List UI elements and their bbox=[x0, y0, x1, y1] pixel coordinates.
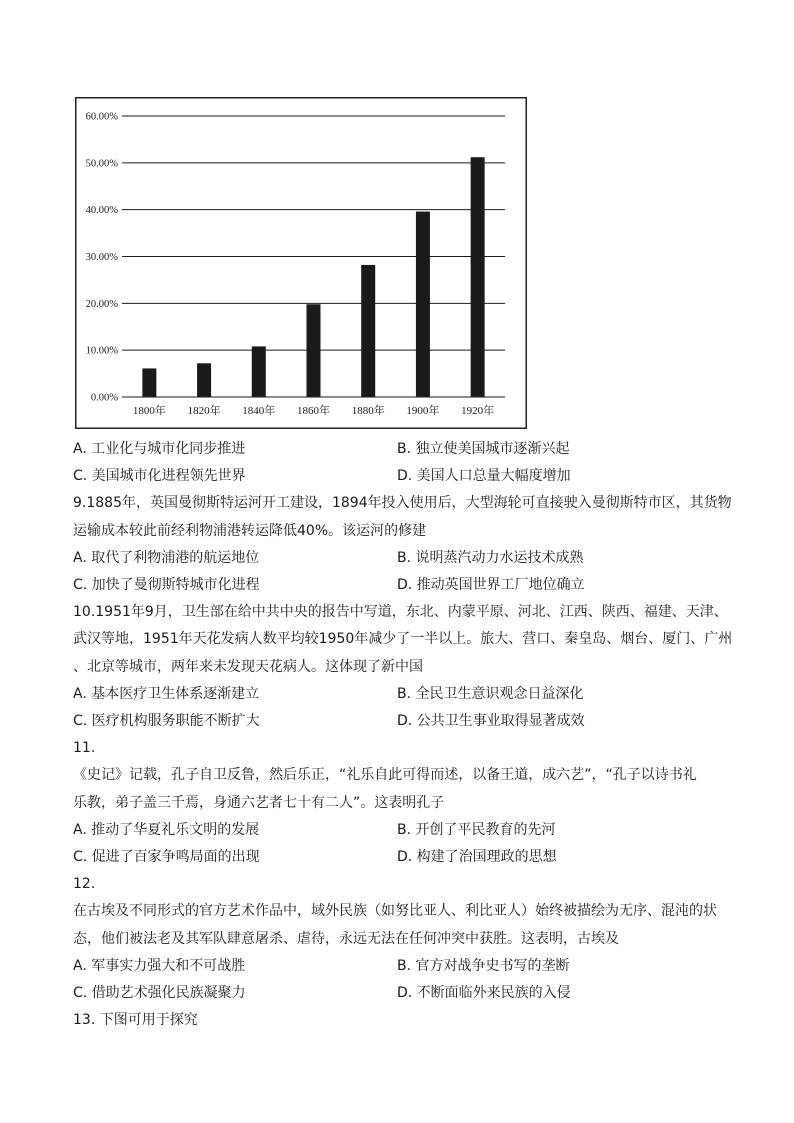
q9-option-c[interactable]: C. 加快了曼彻斯特城市化进程 bbox=[73, 576, 260, 593]
q10-option-c[interactable]: C. 医疗机构服务职能不断扩大 bbox=[73, 712, 260, 729]
q11-options-row-1 bbox=[73, 817, 723, 844]
q9-option-a[interactable]: A. 取代了利物浦港的航运地位 bbox=[73, 549, 260, 566]
q10-option-a[interactable]: A. 基本医疗卫生体系逐渐建立 bbox=[73, 685, 260, 702]
bar-1880年 bbox=[361, 265, 375, 397]
q11-option-a[interactable]: A. 推动了华夏礼乐文明的发展 bbox=[73, 821, 260, 838]
q12-option-c[interactable]: C. 借助艺术强化民族凝聚力 bbox=[73, 984, 246, 1001]
q8-option-c[interactable]: C. 美国城市化进程领先世界 bbox=[73, 468, 246, 485]
x-tick-label: 1820年 bbox=[187, 405, 221, 417]
q9-option-d[interactable]: D. 推动英国世界工厂地位确立 bbox=[397, 576, 585, 593]
bar-1860年 bbox=[307, 304, 321, 397]
q8-option-b[interactable]: B. 独立使美国城市逐渐兴起 bbox=[397, 441, 570, 457]
q8-option-d[interactable]: D. 美国人口总量大幅度增加 bbox=[397, 468, 571, 485]
q11-option-c[interactable]: C. 促进了百家争鸣局面的出现 bbox=[73, 848, 260, 865]
q10-stem-line-1: 10.1951年9月，卫生部在给中共中央的报告中写道，东北、内蒙平原、河北、江西、陕西、福建、天津、 bbox=[73, 604, 728, 621]
q9-stem-line-2: 运输成本较此前经利物浦港转运降低40%。该运河的修建 bbox=[73, 522, 427, 539]
q11-number: 11. bbox=[73, 740, 96, 757]
q10-option-d[interactable]: D. 公共卫生事业取得显著成效 bbox=[397, 712, 585, 729]
x-tick-label: 1860年 bbox=[297, 405, 330, 417]
q9-stem-line-1: 9.1885年，英国曼彻斯特运河开工建设，1894年投入使用后，大型海轮可直接驶入曼彻斯特市区，其货物 bbox=[73, 495, 732, 512]
q11-options-row-2 bbox=[73, 844, 723, 871]
y-tick-label: 50.00% bbox=[85, 158, 118, 170]
y-tick-label: 20.00% bbox=[85, 298, 118, 310]
bar-1920年 bbox=[471, 157, 485, 397]
urbanization-bar-chart bbox=[75, 97, 527, 429]
q9-options-row-1 bbox=[73, 545, 723, 572]
y-tick-label: 0.00% bbox=[90, 392, 118, 404]
q12-option-a[interactable]: A. 军事实力强大和不可战胜 bbox=[73, 957, 246, 974]
x-tick-label: 1800年 bbox=[132, 405, 166, 417]
x-tick-label: 1840年 bbox=[242, 405, 276, 417]
q11-stem-line-2: 乐教，弟子盖三千焉，身通六艺者七十有二人”。这表明孔子 bbox=[73, 794, 445, 811]
x-tick-label: 1900年 bbox=[406, 405, 440, 417]
q11-option-d[interactable]: D. 构建了治国理政的思想 bbox=[397, 848, 557, 865]
q9-option-b[interactable]: B. 说明蒸汽动力水运技术成熟 bbox=[397, 549, 584, 566]
q12-option-b[interactable]: B. 官方对战争史书写的垄断 bbox=[397, 957, 570, 974]
bar-1840年 bbox=[252, 346, 266, 397]
q13-stem: 13. 下图可用于探究 bbox=[73, 1012, 198, 1029]
question-content bbox=[73, 436, 733, 1034]
q10-options-row-2 bbox=[73, 708, 723, 735]
q11-option-b[interactable]: B. 开创了平民教育的先河 bbox=[397, 821, 556, 838]
q10-option-b[interactable]: B. 全民卫生意识观念日益深化 bbox=[397, 685, 584, 702]
q12-option-d[interactable]: D. 不断面临外来民族的入侵 bbox=[397, 984, 571, 1001]
q8-options-row-1 bbox=[73, 436, 723, 463]
y-tick-label: 30.00% bbox=[85, 252, 118, 263]
q12-stem-line-2: 态，他们被法老及其军队肆意屠杀、虐待，永远无法在任何冲突中获胜。这表明，古埃及 bbox=[73, 930, 619, 947]
q9-options-row-2 bbox=[73, 572, 723, 599]
q10-options-row-1 bbox=[73, 681, 723, 708]
chart-canvas bbox=[75, 97, 527, 429]
q11-stem-line-1: 《史记》记载，孔子自卫反鲁，然后乐正，“礼乐自此可得而述，以备王道，成六艺”，“孔子以诗书礼 bbox=[73, 767, 697, 784]
q8-option-a[interactable]: A. 工业化与城市化同步推进 bbox=[73, 441, 246, 457]
bar-1900年 bbox=[416, 212, 430, 397]
x-tick-label: 1920年 bbox=[461, 405, 495, 417]
q12-stem-line-1: 在古埃及不同形式的官方艺术作品中，域外民族（如努比亚人、利比亚人）始终被描绘为无序、混沌的状 bbox=[73, 903, 717, 920]
x-tick-label: 1880年 bbox=[351, 405, 385, 417]
q12-options-row-1 bbox=[73, 953, 723, 980]
q10-stem-line-3: 、北京等城市，两年来未发现天花病人。这体现了新中国 bbox=[73, 658, 423, 675]
bar-1820年 bbox=[197, 363, 211, 397]
y-tick-label: 60.00% bbox=[85, 111, 118, 123]
bar-1800年 bbox=[142, 368, 156, 397]
q8-options-row-2 bbox=[73, 463, 723, 490]
q12-number: 12. bbox=[73, 876, 96, 893]
y-tick-label: 40.00% bbox=[85, 205, 118, 217]
q10-stem-line-2: 武汉等地，1951年天花发病人数平均较1950年减少了一半以上。旅大、营口、秦皇岛、烟台、厦门、广州 bbox=[73, 631, 733, 648]
y-tick-label: 10.00% bbox=[85, 345, 118, 357]
q12-options-row-2 bbox=[73, 980, 723, 1007]
